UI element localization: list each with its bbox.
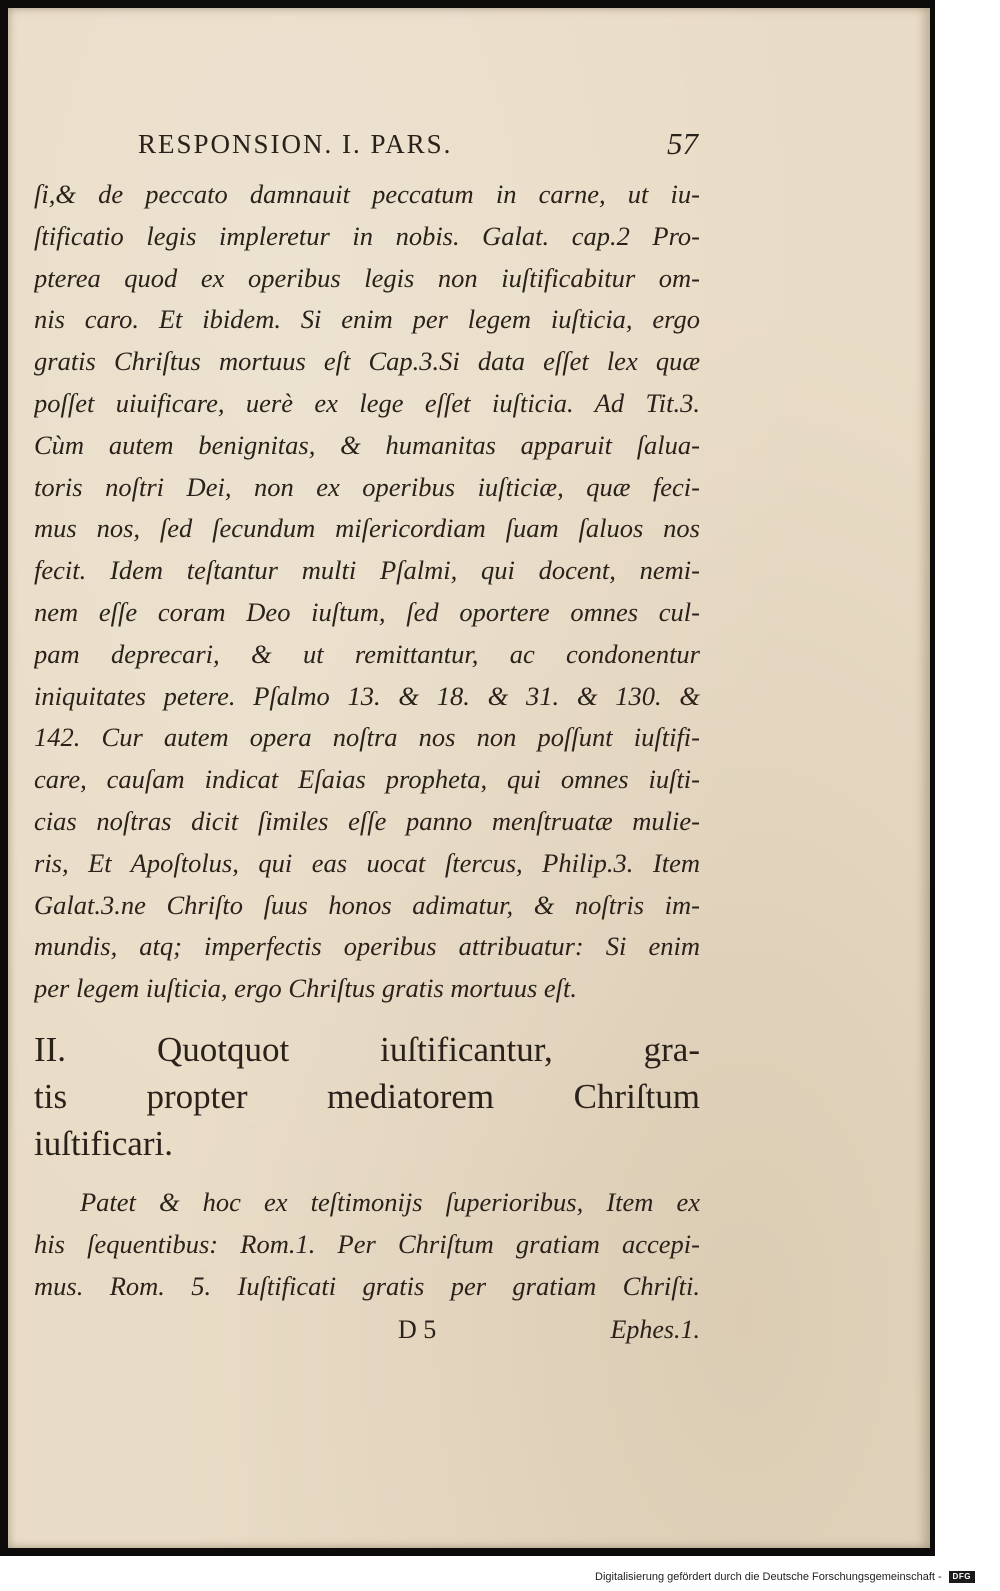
text-line: mus. Rom. 5. Iuſtificati gratis per gratiam Chriſti. [34, 1270, 700, 1301]
signature-mark: D 5 [398, 1315, 437, 1344]
text-line: cias noſtras dicit ſimiles eſſe panno menſtruatæ mulie- [34, 805, 700, 836]
section-heading [34, 1026, 700, 1167]
text-line: mus nos, ſed ſecundum miſericordiam ſuam ſaluos nos [34, 513, 700, 544]
text-line: gratis Chriſtus mortuus eſt Cap.3.Si data eſſet lex quæ [34, 346, 700, 377]
page-footer-marks [398, 1310, 700, 1350]
text-line: mundis, atq; imperfectis operibus attribuatur: Si enim [34, 931, 700, 962]
page-number: 57 [667, 126, 698, 161]
text-line: per legem iuſticia, ergo Chriſtus gratis mortuus eſt. [34, 973, 577, 1004]
text-line: ris, Et Apoſtolus, qui eas uocat ſtercus, Philip.3. Item [34, 847, 700, 878]
credit-text: Digitalisierung gefördert durch die Deutsche Forschungsgemeinschaft - [595, 1571, 942, 1583]
heading-line: II. Quotquot iuſtificantur, gra- [34, 1030, 700, 1069]
digitization-credit [595, 1568, 995, 1586]
catchword: Ephes.1. [610, 1315, 700, 1344]
text-line: nis caro. Et ibidem. Si enim per legem iuſticia, ergo [34, 304, 700, 335]
text-line: 142. Cur autem opera noſtra nos non poſſunt iuſtifi- [34, 722, 700, 753]
text-line: care, cauſam indicat Eſaias propheta, qui omnes iuſti- [34, 764, 700, 795]
body-text-second [34, 1182, 700, 1307]
text-line: his ſequentibus: Rom.1. Per Chriſtum gratiam accepi- [34, 1228, 700, 1259]
text-line: iniquitates petere. Pſalmo 13. & 18. & 31. & 130. & [34, 680, 700, 711]
text-line: Cùm autem benignitas, & humanitas apparuit ſalua- [34, 429, 700, 460]
book-page [8, 8, 930, 1548]
text-line: fecit. Idem teſtantur multi Pſalmi, qui docent, nemi- [34, 555, 700, 586]
heading-line: tis propter mediatorem Chriſtum [34, 1077, 700, 1116]
body-text [34, 174, 700, 1010]
text-line: Patet & hoc ex teſtimonijs ſuperioribus, Item ex [80, 1187, 700, 1217]
text-line: nem eſſe coram Deo iuſtum, ſed oportere omnes cul- [34, 596, 700, 627]
text-line: pterea quod ex operibus legis non iuſtificabitur om- [34, 262, 700, 293]
dfg-logo: DFG [949, 1571, 975, 1583]
running-head-title: RESPONSION. I. PARS. [138, 129, 453, 159]
text-line: Galat.3.ne Chriſto ſuus honos adimatur, & noſtris im- [34, 889, 700, 920]
text-line: pam deprecari, & ut remittantur, ac condonentur [34, 638, 700, 669]
text-line: ſtificatio legis impleretur in nobis. Galat. cap.2 Pro- [34, 220, 700, 251]
heading-line: iuſtificari. [34, 1124, 173, 1163]
text-line: poſſet uiuificare, uerè ex lege eſſet iuſticia. Ad Tit.3. [34, 387, 700, 418]
text-line: ſi,& de peccato damnauit peccatum in carne, ut iu- [34, 179, 700, 209]
text-line: toris noſtri Dei, non ex operibus iuſticiæ, quæ feci- [34, 471, 700, 502]
running-head [138, 124, 698, 164]
